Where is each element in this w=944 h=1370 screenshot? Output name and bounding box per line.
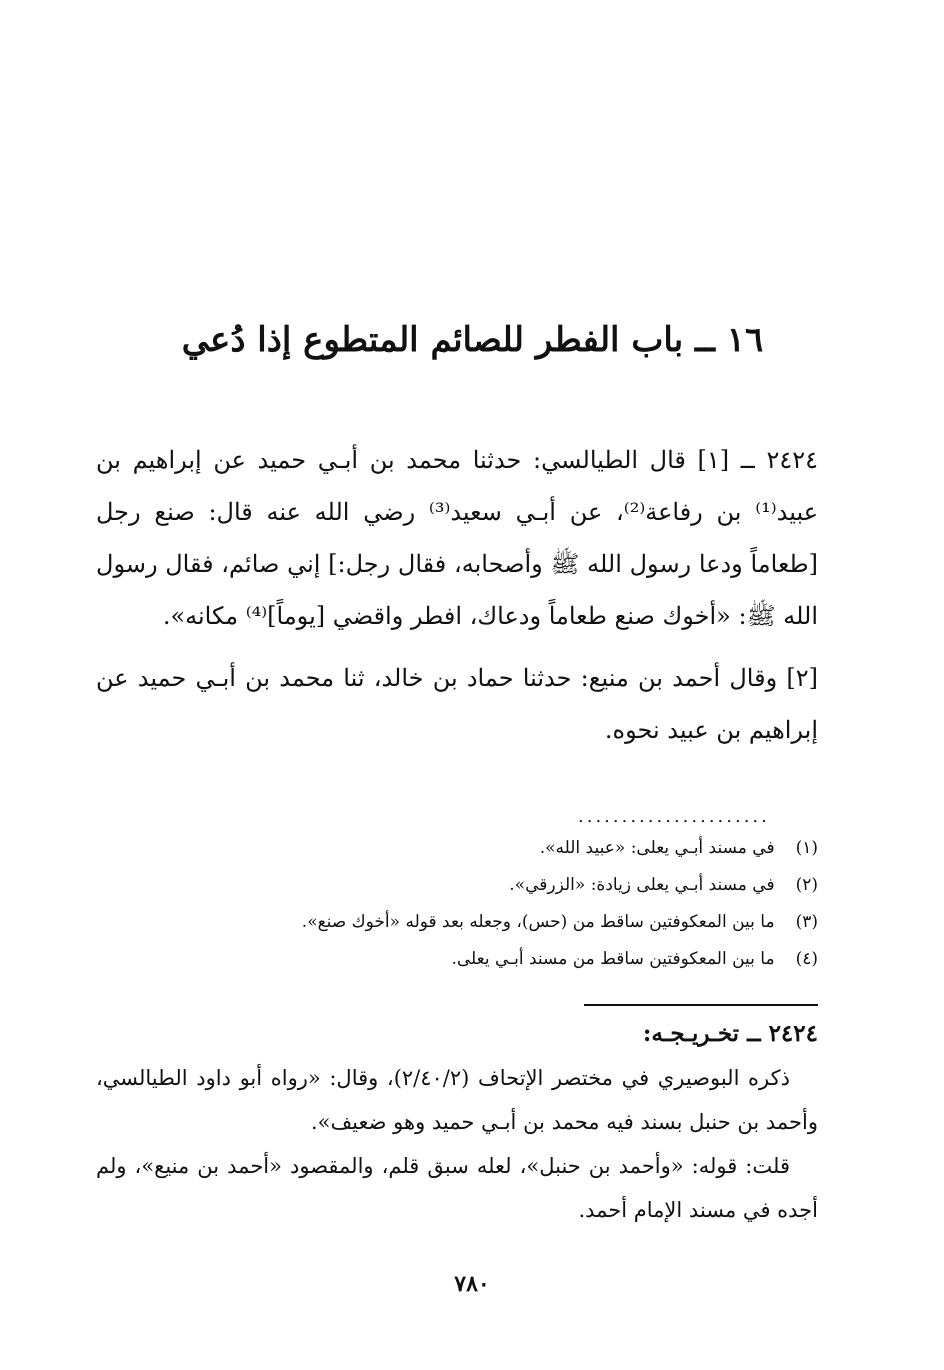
footnote-separator: ...................... (578, 806, 770, 827)
takhrij-text (96, 1056, 818, 1232)
takhrij-paragraph-2: قلت: قوله: «وأحمد بن حنبل»، لعله سبق قلم، والمقصود «أحمد بن منيع»، ولم أجده في مسند الإمام أحمد. (96, 1154, 818, 1222)
footnote-text: ما بين المعكوفتين ساقط من مسند أبـي يعلى. (451, 949, 775, 969)
section-divider (584, 1004, 818, 1006)
footnote-number: (٢) (795, 875, 818, 895)
takhrij-paragraph-1: ذكره البوصيري في مختصر الإتحاف (٢/٤٠/٢)، وقال: «رواه أبو داود الطيالسي، وأحمد بن حنبل بسند فيه محمد بن أبـي حميد وهو ضعيف». (96, 1066, 818, 1134)
footnote-number: (٣) (795, 912, 818, 932)
footnote-text: في مسند أبـي يعلى: «عبيد الله». (539, 838, 775, 858)
footnote-1 (140, 830, 818, 867)
hadith-paragraph-1: ٢٤٢٤ ــ [١] قال الطيالسي: حدثنا محمد بن أبـي حميد عن إبراهيم بن عبيد⁽¹⁾ بن رفاعة⁽²⁾، عن أبـي سعيد⁽³⁾ رضي الله عنه قال: صنع رجل [طعاماً ودعا رسول الله ﷺ وأصحابه، فقال رجل:] إني صائم، فقال رسول الله ﷺ: «أخوك صنع طعاماً ودعاك، افطر واقضي [يوماً]⁽⁴⁾ مكانه». (96, 446, 819, 630)
footnotes (140, 830, 818, 978)
footnote-number: (١) (795, 838, 818, 858)
footnote-number: (٤) (795, 949, 818, 969)
hadith-paragraph-2: [٢] وقال أحمد بن منيع: حدثنا حماد بن خالد، ثنا محمد بن أبـي حميد عن إبراهيم بن عبيد نحوه. (96, 664, 818, 744)
footnote-text: في مسند أبـي يعلى زيادة: «الزرقي». (509, 875, 775, 895)
footnote-2 (140, 867, 818, 904)
footnote-text: ما بين المعكوفتين ساقط من (حس)، وجعله بعد قوله «أخوك صنع». (301, 912, 775, 932)
hadith-text (96, 434, 818, 756)
takhrij-heading: ٢٤٢٤ ــ تخـريـجـه: (642, 1020, 818, 1047)
chapter-heading: ١٦ ــ باب الفطر للصائم المتطوع إذا دُعي (181, 320, 764, 360)
footnote-3 (140, 904, 818, 941)
footnote-4 (140, 941, 818, 978)
page-number: ٧٨٠ (454, 1271, 490, 1297)
